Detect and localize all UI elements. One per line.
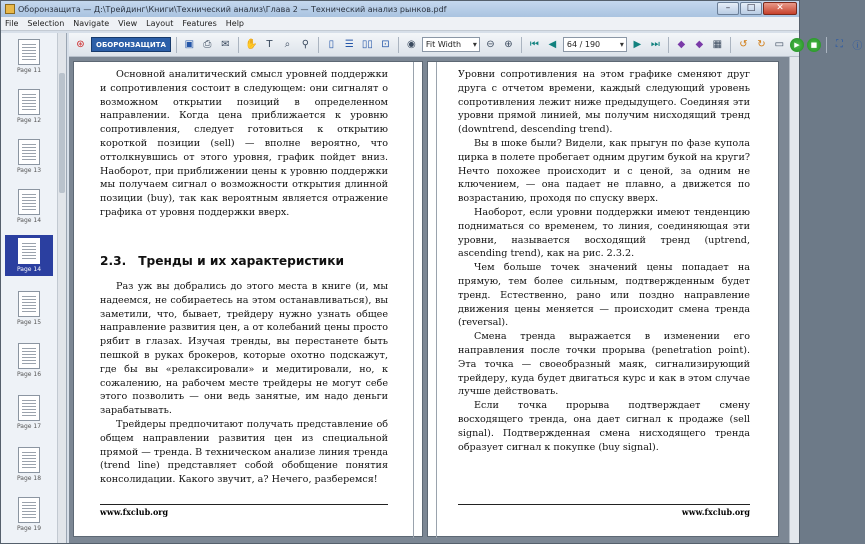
paragraph: Вы в шоке были? Видели, как прыгун по фазе купола цирка в полете пробегает одним другим букой на круги? Нечто похожее происходит и с ценой, за одним не ключением, — она падает не плавно, а движется по возрастанию, проходя по спуску вверх.: [458, 137, 750, 205]
zoom-select[interactable]: Fit Width ▾: [422, 37, 480, 52]
info-icon[interactable]: ⓘ: [852, 41, 863, 52]
thumbnail[interactable]: [9, 291, 49, 326]
fullscreen-icon[interactable]: ⛶: [835, 39, 843, 50]
single-page-icon[interactable]: ▯: [328, 39, 335, 50]
zoom-radio-icon[interactable]: ◉: [407, 39, 416, 50]
zoom-out-icon[interactable]: ⊖: [486, 39, 495, 50]
menu-bar: [1, 17, 799, 31]
thumbnail-image: [18, 343, 40, 369]
thumbnail-image: [18, 238, 40, 264]
thumbnail[interactable]: [9, 139, 49, 174]
email-icon[interactable]: ✉: [221, 39, 230, 50]
thumbnail-image: [18, 395, 40, 421]
thumbnail-label: Page 16: [16, 371, 42, 378]
play-icon[interactable]: ▶: [790, 38, 804, 52]
back-icon[interactable]: ◆: [677, 39, 686, 50]
thumbnail-selected[interactable]: [5, 235, 53, 276]
window-title: Оборонзащита — Д:\Трейдинг\Книги\Технический анализ\Глава 2 — Технический анализ рынков.pdf: [18, 4, 447, 14]
next-page-icon[interactable]: ▶: [633, 39, 642, 50]
thumbnail-sidebar[interactable]: [1, 33, 67, 543]
page-text-block: [100, 68, 388, 220]
zoom-icon[interactable]: ⌕: [284, 39, 291, 50]
document-page-left: [73, 61, 423, 537]
thumbnail[interactable]: [9, 447, 49, 482]
page-text-block: [100, 280, 388, 487]
thumbnail[interactable]: [9, 343, 49, 378]
menu-layout[interactable]: Layout: [146, 19, 174, 28]
menu-selection[interactable]: Selection: [27, 19, 65, 28]
document-scrollbar[interactable]: [789, 57, 799, 543]
close-button[interactable]: ✕: [763, 2, 797, 15]
thumbnail[interactable]: [9, 395, 49, 430]
thumbnail-image: [18, 291, 40, 317]
thumbnail-label: Page 12: [16, 117, 42, 124]
app-icon: [5, 4, 15, 14]
last-page-icon[interactable]: ⏭: [650, 39, 660, 50]
rotate-left-icon[interactable]: ↺: [739, 39, 748, 50]
footer-url: www.fxclub.org: [100, 507, 169, 517]
find-icon[interactable]: ⚲: [301, 39, 310, 50]
paragraph: Уровни сопротивления на этом графике сменяют друг друга с отчетом времени, каждый следующий уровень сопротивления лежит ниже предыдущего. Соединяя эти уровни прямой линией, мы получим нисходящий тренд (downtrend, descending trend).: [458, 69, 750, 136]
page-footer: [100, 504, 388, 518]
paragraph: Основной аналитический смысл уровней поддержки и сопротивления состоит в следующем: они сигналят о возможном открытии позиций в определенном направлении. Когда цена приближается к уровню сопротивления, следует готовиться к открытию короткой позиции (sell) — вполне вероятно, что оттолкнувшись от этого уровня, график пойдет вниз. Наоборот, при приближении цены к уровню поддержки мы получаем сигнал о возможности открытия длинной позиции (buy), так как вероятным является отражение графика от уровня поддержки вверх.: [100, 69, 388, 218]
menu-view[interactable]: View: [118, 19, 138, 28]
thumbnail-label: Page 18: [16, 475, 42, 482]
page-footer: [458, 504, 750, 518]
save-icon[interactable]: ▣: [184, 39, 195, 50]
toolbar-separator: [521, 37, 522, 53]
thumbnail-image: [18, 497, 40, 523]
brand-logo: ОБОРОНЗАЩИТА: [91, 37, 171, 52]
minimize-button[interactable]: –: [717, 2, 739, 15]
paragraph: Смена тренда выражается в изменении его направления после точки прорыва (penetration point). Эта точка — своеобразный маяк, сигнализирующий трейдеру, куда будет двигаться курс и как в этом случае лучше действовать.: [458, 331, 750, 398]
thumbnail-label: Page 19: [16, 525, 42, 532]
thumbnail-label: Page 14: [16, 217, 42, 224]
page-edge-line: [413, 62, 414, 538]
thumbnail-label: Page 11: [16, 67, 42, 74]
menu-navigate[interactable]: Navigate: [73, 19, 110, 28]
toolbar-separator: [730, 37, 731, 53]
sidebar-scrollbar[interactable]: [57, 33, 66, 543]
thumbnail[interactable]: [9, 497, 49, 532]
document-viewport[interactable]: [69, 57, 799, 543]
thumbnail[interactable]: [9, 39, 49, 74]
heading-title: Тренды и их характеристики: [138, 254, 345, 268]
document-page-right: [427, 61, 779, 537]
thumbnail-image: [18, 89, 40, 115]
hand-icon[interactable]: ✋: [245, 39, 258, 50]
paragraph: Наоборот, если уровни поддержки имеют тенденцию подниматься со временем, то линия, соединяющая эти уровни, называется восходящий тренд (uptrend, ascending trend), как на рис. 2.3.2.: [458, 206, 750, 260]
heading-number: 2.3.: [100, 254, 127, 268]
thumbnail-label: Page 17: [16, 423, 42, 430]
toolbar-separator: [826, 37, 827, 53]
thumbnail[interactable]: [9, 189, 49, 224]
zoom-in-icon[interactable]: ⊕: [504, 39, 513, 50]
dual-view-icon[interactable]: ▭: [774, 39, 785, 50]
toolbar-separator: [176, 37, 177, 53]
paragraph: Чем больше точек значений цены попадает на прямую, тем более сильным, подтвержденным будет тренд. Естественно, рано или поздно направление движения цены меняется — происходит смена тренда (reversal).: [458, 262, 750, 329]
thumbnail-image: [18, 39, 40, 65]
paragraph: Если точка прорыва подтверждает смену восходящего тренда, она дает сигнал к продаже (sell signal). Подтвержденная смена нисходящего тренда образует сигнал к покупке (buy signal).: [458, 400, 750, 453]
stop-icon[interactable]: ■: [807, 38, 821, 52]
sidebar-scroll-thumb[interactable]: [59, 73, 65, 193]
fit-page-icon[interactable]: ⊡: [381, 39, 390, 50]
menu-help[interactable]: Help: [225, 19, 244, 28]
open-icon[interactable]: ⊛: [76, 39, 85, 50]
toolbar-separator: [668, 37, 669, 53]
toolbar-separator: [398, 37, 399, 53]
thumbnail-image: [18, 447, 40, 473]
title-bar[interactable]: [1, 1, 799, 17]
thumbnail-label: Page 13: [16, 167, 42, 174]
toolbar: [69, 33, 863, 57]
toolbar-separator: [238, 37, 239, 53]
print-icon[interactable]: ⎙: [203, 39, 212, 50]
select-text-icon[interactable]: T: [266, 39, 273, 50]
footer-url: www.fxclub.org: [681, 507, 750, 517]
forward-icon[interactable]: ◆: [695, 39, 704, 50]
page-edge-line: [436, 62, 437, 538]
rotate-right-icon[interactable]: ↻: [757, 39, 766, 50]
continuous-icon[interactable]: ☰: [344, 39, 354, 50]
page-number-select[interactable]: 64 / 190 ▾: [563, 37, 627, 52]
facing-icon[interactable]: ▯▯: [361, 39, 373, 50]
menu-features[interactable]: Features: [182, 19, 217, 28]
grid-icon[interactable]: ▦: [712, 39, 723, 50]
thumbnail-label: Page 14: [16, 266, 42, 273]
toolbar-separator: [318, 37, 319, 53]
thumbnail[interactable]: [9, 89, 49, 124]
paragraph: Трейдеры предпочитают получать представление об общем направлении развития цен из специальной прямой — тренда. В техническом анализе линия тренда (trend line) представляет собой обобщение понятия консолидации. Какого звучит, а? Нечего, разберемся!: [100, 418, 388, 486]
thumbnail-label: Page 15: [16, 319, 42, 326]
first-page-icon[interactable]: ⏮: [529, 39, 539, 50]
window-controls: [717, 2, 797, 15]
maximize-button[interactable]: □: [740, 2, 762, 15]
thumbnail-image: [18, 189, 40, 215]
paragraph: Раз уж вы добрались до этого места в книге (и, мы надеемся, не собираетесь на этом останавливаться), вы заметили, что, бывает, трейдеру нужно узнать общее направление развития цен, а от колебаний цены просто рябит в глазах. Изучая тренды, вы перестанете быть пешкой в руках брокеров, которые охотно подскажут, где бы вы «релаксировали» и медитировали, но, к сожалению, на рабочем месте трейдеры не могут себе этого позволить — они ведь занятые, им надо деньги зарабатывать.: [100, 281, 388, 417]
thumbnail-image: [18, 139, 40, 165]
section-heading: [100, 252, 388, 270]
page-text-block: [458, 68, 750, 454]
menu-file[interactable]: File: [5, 19, 19, 28]
prev-page-icon[interactable]: ◀: [548, 39, 557, 50]
